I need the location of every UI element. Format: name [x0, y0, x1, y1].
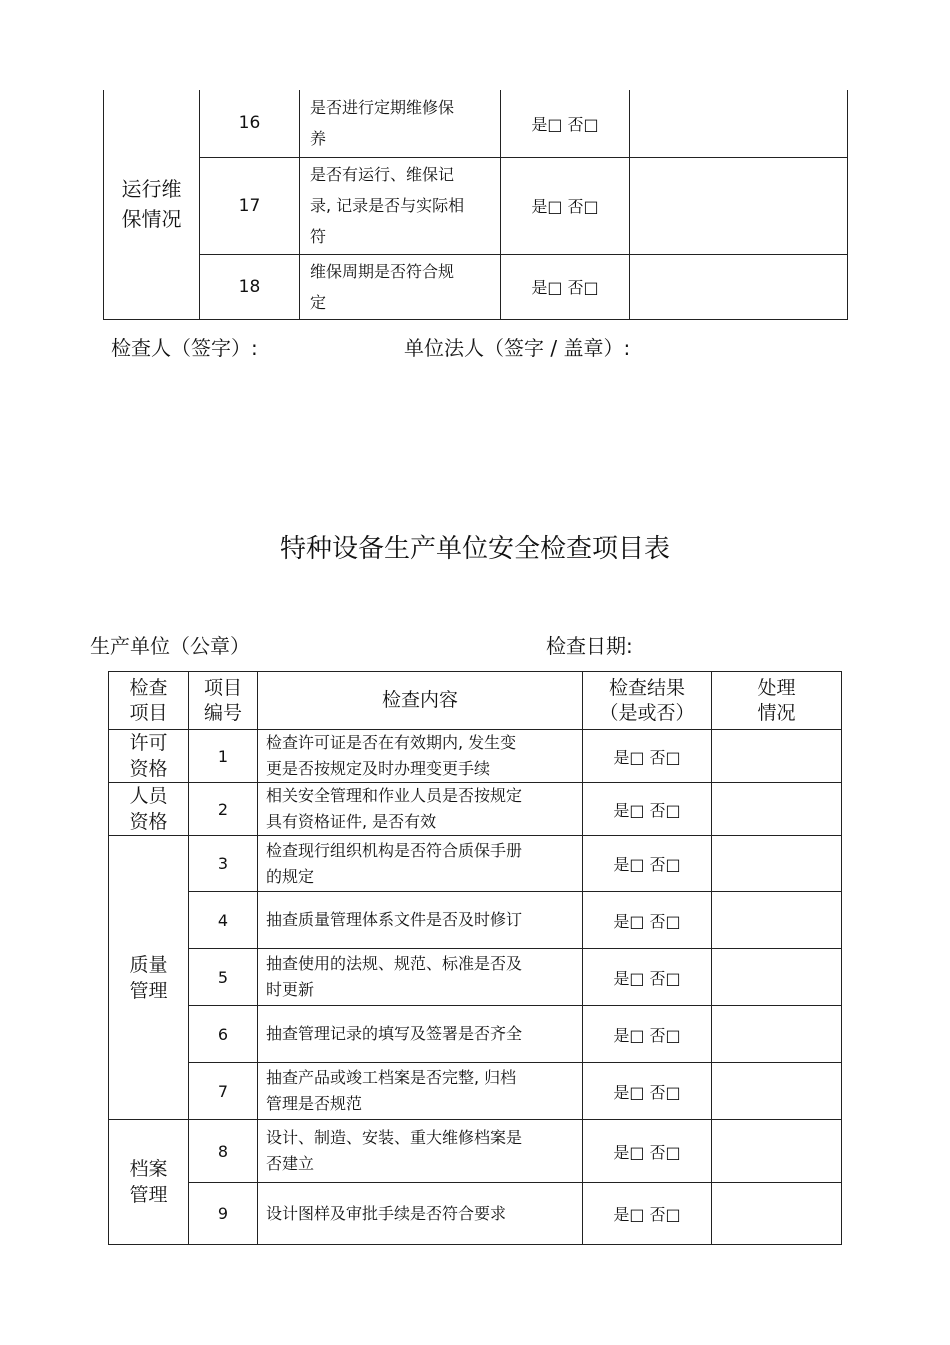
table-row [109, 730, 842, 783]
production-unit-label: 生产单位（公章） [90, 634, 250, 658]
category-cell: 质量 管理 [109, 836, 189, 1120]
item-number: 2 [189, 783, 258, 836]
item-number: 6 [189, 1006, 258, 1063]
item-content: 抽查质量管理体系文件是否及时修订 [258, 892, 583, 949]
handling-cell[interactable] [712, 1006, 842, 1063]
item-number: 18 [200, 254, 300, 319]
header-result: 检查结果 （是或否） [583, 672, 712, 730]
result-checkbox[interactable]: 是□ 否□ [583, 949, 712, 1006]
inspection-date-label: 检查日期: [546, 634, 633, 658]
handling-cell[interactable] [712, 1120, 842, 1183]
table-row [109, 1063, 842, 1120]
header-content: 检查内容 [258, 672, 583, 730]
item-content: 检查许可证是否在有效期内, 发生变 更是否按规定及时办理变更手续 [258, 730, 583, 783]
table-row [109, 949, 842, 1006]
item-content: 维保周期是否符合规 定 [300, 254, 501, 319]
table-row [104, 90, 848, 157]
item-number: 9 [189, 1183, 258, 1245]
item-number: 5 [189, 949, 258, 1006]
table-row [109, 892, 842, 949]
item-content: 相关安全管理和作业人员是否按规定 具有资格证件, 是否有效 [258, 783, 583, 836]
result-checkbox[interactable]: 是□ 否□ [501, 157, 630, 254]
category-cell: 档案 管理 [109, 1120, 189, 1245]
item-content: 抽查使用的法规、规范、标准是否及 时更新 [258, 949, 583, 1006]
header-category: 检查 项目 [109, 672, 189, 730]
handling-cell[interactable] [712, 1183, 842, 1245]
category-cell: 运行维 保情况 [104, 90, 200, 319]
result-checkbox[interactable]: 是□ 否□ [501, 90, 630, 157]
inspector-signature-label: 检查人（签字）: [111, 336, 258, 360]
table-row [104, 157, 848, 254]
header-row [109, 672, 842, 730]
result-checkbox[interactable]: 是□ 否□ [501, 254, 630, 319]
item-number: 4 [189, 892, 258, 949]
item-number: 7 [189, 1063, 258, 1120]
table-row [109, 836, 842, 892]
result-checkbox[interactable]: 是□ 否□ [583, 1183, 712, 1245]
item-number: 1 [189, 730, 258, 783]
page-title: 特种设备生产单位安全检查项目表 [279, 534, 670, 564]
item-content: 设计、制造、安装、重大维修档案是 否建立 [258, 1120, 583, 1183]
result-checkbox[interactable]: 是□ 否□ [583, 1120, 712, 1183]
result-checkbox[interactable]: 是□ 否□ [583, 730, 712, 783]
table-row [109, 1183, 842, 1245]
handling-cell[interactable] [712, 730, 842, 783]
result-checkbox[interactable]: 是□ 否□ [583, 783, 712, 836]
result-checkbox[interactable]: 是□ 否□ [583, 1063, 712, 1120]
item-content: 抽查产品或竣工档案是否完整, 归档 管理是否规范 [258, 1063, 583, 1120]
item-number: 17 [200, 157, 300, 254]
handling-cell[interactable] [630, 90, 848, 157]
item-content: 检查现行组织机构是否符合质保手册 的规定 [258, 836, 583, 892]
handling-cell[interactable] [712, 836, 842, 892]
header-item-number: 项目 编号 [189, 672, 258, 730]
result-checkbox[interactable]: 是□ 否□ [583, 1006, 712, 1063]
item-number: 16 [200, 90, 300, 157]
handling-cell[interactable] [630, 157, 848, 254]
item-content: 设计图样及审批手续是否符合要求 [258, 1183, 583, 1245]
legal-person-signature-label: 单位法人（签字 / 盖章）: [404, 336, 631, 360]
item-content: 是否有运行、维保记 录, 记录是否与实际相 符 [300, 157, 501, 254]
handling-cell[interactable] [630, 254, 848, 319]
item-number: 8 [189, 1120, 258, 1183]
handling-cell[interactable] [712, 949, 842, 1006]
table-row [104, 254, 848, 319]
table-row [109, 1006, 842, 1063]
category-cell: 人员 资格 [109, 783, 189, 836]
handling-cell[interactable] [712, 1063, 842, 1120]
header-handling: 处理 情况 [712, 672, 842, 730]
result-checkbox[interactable]: 是□ 否□ [583, 836, 712, 892]
category-cell: 许可 资格 [109, 730, 189, 783]
handling-cell[interactable] [712, 783, 842, 836]
result-checkbox[interactable]: 是□ 否□ [583, 892, 712, 949]
item-content: 是否进行定期维修保 养 [300, 90, 501, 157]
item-number: 3 [189, 836, 258, 892]
item-content: 抽查管理记录的填写及签署是否齐全 [258, 1006, 583, 1063]
maintenance-table [103, 90, 848, 320]
table-row [109, 783, 842, 836]
inspection-table [108, 671, 842, 1245]
handling-cell[interactable] [712, 892, 842, 949]
table-row [109, 1120, 842, 1183]
